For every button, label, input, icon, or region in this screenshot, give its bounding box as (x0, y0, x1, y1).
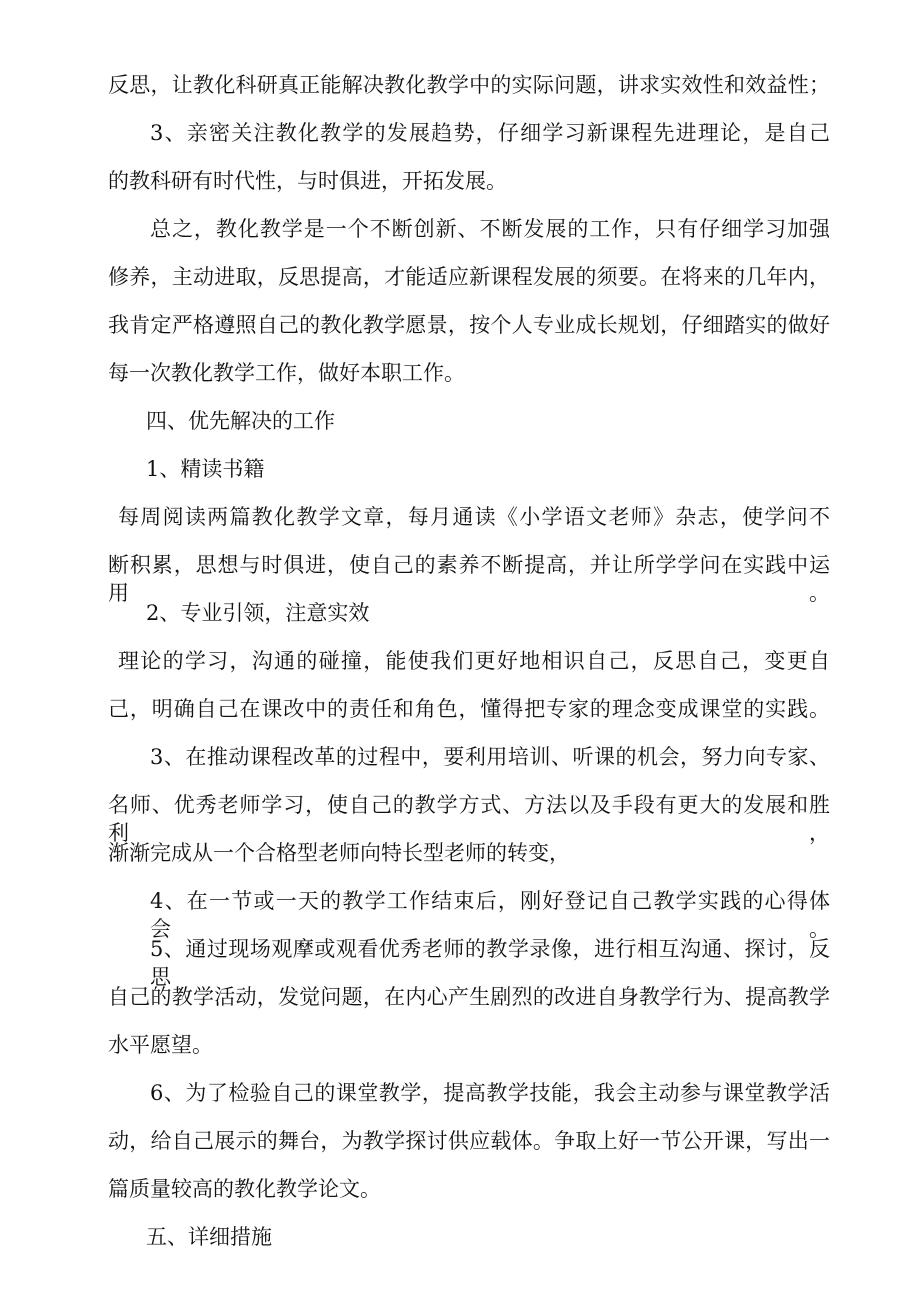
paragraph-line: 4、在一节或一天的教学工作结束后，刚好登记自己教学实践的心得体会。 (150, 889, 830, 941)
paragraph-line: 反思，让教化科研真正能解决教化教学中的实际问题，讲求实效性和效益性； (108, 73, 830, 97)
paragraph-line: 动，给自己展示的舞台，为教学探讨供应载体。争取上好一节公开课，写出一 (108, 1129, 830, 1153)
subsection-heading: 2、专业引领，注意实效 (146, 601, 370, 625)
paragraph-line: 3、在推动课程改革的过程中，要利用培训、听课的机会，努力向专家、 (150, 745, 830, 769)
paragraph-line: 我肯定严格遵照自己的教化教学愿景，按个人专业成长规划，仔细踏实的做好 (108, 313, 830, 337)
section-heading: 四、优先解决的工作 (146, 409, 335, 433)
paragraph-line: 的教科研有时代性，与时俱进，开拓发展。 (108, 169, 507, 193)
paragraph-line: 篇质量较高的教化教学论文。 (108, 1177, 381, 1201)
paragraph-line: 渐渐完成从一个合格型老师向特长型老师的转变， (108, 841, 570, 865)
paragraph-line: 理论的学习，沟通的碰撞，能使我们更好地相识自己，反思自己，变更自 (118, 649, 830, 673)
section-heading: 五、详细措施 (146, 1225, 272, 1249)
paragraph-line: 5、通过现场观摩或观看优秀老师的教学录像，进行相互沟通、探讨，反思 (150, 937, 830, 989)
paragraph-line: 自己的教学活动，发觉问题，在内心产生剧烈的改进自身教学行为、提高教学 (108, 985, 830, 1009)
paragraph-line: 3、亲密关注教化教学的发展趋势，仔细学习新课程先进理论，是自己 (150, 121, 830, 145)
paragraph-line: 每周阅读两篇教化教学文章，每月通读《小学语文老师》杂志，使学问不 (118, 505, 830, 529)
paragraph-line: 修养，主动进取，反思提高，才能适应新课程发展的须要。在将来的几年内， (108, 265, 830, 289)
paragraph-line: 水平愿望。 (108, 1033, 213, 1057)
paragraph-line: 己，明确自己在课改中的责任和角色，懂得把专家的理念变成课堂的实践。 (108, 697, 830, 721)
paragraph-line: 断积累，思想与时俱进，使自己的素养不断提高，并让所学学问在实践中运用。 (108, 553, 830, 605)
paragraph-line: 6、为了检验自己的课堂教学，提高教学技能，我会主动参与课堂教学活 (150, 1081, 830, 1105)
paragraph-line: 名师、优秀老师学习，使自己的教学方式、方法以及手段有更大的发展和胜利， (108, 793, 830, 845)
paragraph-line: 总之，教化教学是一个不断创新、不断发展的工作，只有仔细学习加强 (150, 217, 830, 241)
paragraph-line: 每一次教化教学工作，做好本职工作。 (108, 361, 465, 385)
subsection-heading: 1、精读书籍 (146, 457, 265, 481)
